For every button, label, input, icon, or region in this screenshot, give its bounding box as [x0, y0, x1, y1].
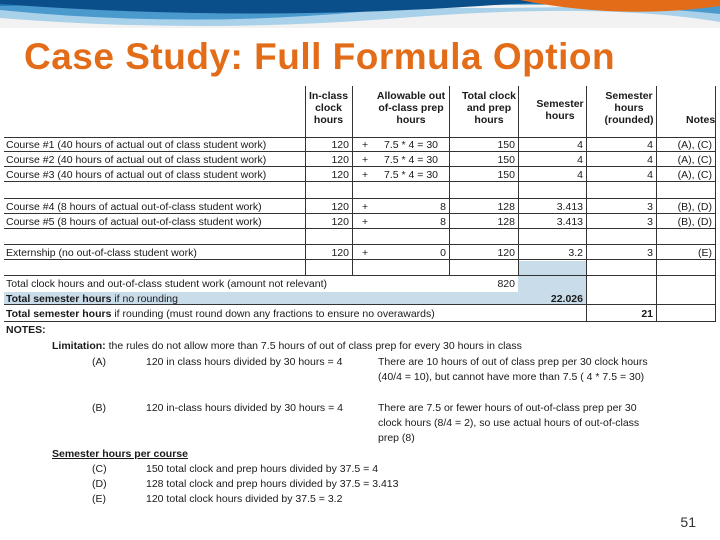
table-cell: (B), (D)	[677, 201, 712, 213]
row-label: Course #3 (40 hours of actual out of class student work)	[6, 169, 267, 181]
table-cell: 3.2	[568, 247, 583, 259]
table-cell: 8	[440, 201, 446, 213]
table-cell: Total semester hours	[6, 308, 112, 320]
table-cell: 0	[440, 247, 446, 259]
row-label: Externship (no out-of-class student work)	[6, 247, 197, 259]
table-cell: There are 7.5 or fewer hours of out-of-class prep per 30	[378, 402, 637, 414]
table-cell: Semester	[605, 90, 653, 102]
table-cell: 120	[497, 247, 515, 259]
table-cell: (B), (D)	[677, 216, 712, 228]
table-cell: Total clock	[461, 90, 517, 102]
total-clock-label: Total clock hours and out-of-class student work (amount not relevant)	[6, 278, 327, 290]
table-cell: 120	[331, 139, 349, 151]
table-cell: 128	[497, 216, 515, 228]
table-cell: the rules do not allow more than 7.5 hours of out of class prep for every 30 hours in class	[108, 340, 522, 352]
table-cell: 4	[577, 139, 583, 151]
table-cell: (E)	[698, 247, 712, 259]
header-notes: Notes	[686, 114, 716, 126]
table-cell: 3	[647, 201, 653, 213]
semester-hours-heading: Semester hours per course	[52, 448, 188, 460]
table-cell: hours	[396, 114, 426, 126]
table-cell: (A), (C)	[677, 139, 712, 151]
slide-title: Case Study: Full Formula Option	[24, 36, 616, 77]
table-cell: 150	[497, 139, 515, 151]
table-cell: 7.5 * 4 = 30	[384, 169, 439, 181]
table-cell: 3	[647, 247, 653, 259]
grid-line	[4, 137, 716, 138]
total-round-label	[6, 308, 435, 320]
table-cell: 150	[497, 169, 515, 181]
header-total	[458, 90, 520, 126]
row-label: Course #5 (8 hours of actual out-of-class student work)	[6, 216, 262, 228]
row-label: Course #4 (8 hours of actual out-of-class student work)	[6, 201, 262, 213]
table-cell: hours	[614, 102, 644, 114]
table-cell: 120	[331, 216, 349, 228]
table-cell: +	[362, 169, 369, 181]
grid-line	[4, 244, 716, 245]
table-cell: (A), (C)	[677, 169, 712, 181]
table-cell: +	[362, 139, 369, 151]
table-cell: (B)	[92, 402, 106, 414]
grid-line	[4, 166, 716, 167]
table-cell: clock	[315, 102, 342, 114]
table-cell: hours	[474, 114, 504, 126]
limitation	[52, 340, 522, 352]
table-cell: 8	[440, 216, 446, 228]
row-label: Course #1 (40 hours of actual out of class student work)	[6, 139, 267, 151]
table-cell: There are 10 hours of out of class prep per 30 clock hours	[378, 356, 648, 368]
table-cell: 128 total clock and prep hours divided by 37.5 = 3.413	[146, 478, 399, 490]
table-cell: +	[362, 154, 369, 166]
header-semester	[530, 98, 590, 122]
table-cell: Limitation:	[52, 340, 106, 352]
total-sem-label	[6, 293, 178, 305]
table-cell: 120	[331, 201, 349, 213]
table-cell: 7.5 * 4 = 30	[384, 154, 439, 166]
grid-line	[4, 275, 716, 276]
notes-heading: NOTES:	[6, 324, 46, 336]
table-cell: 120	[331, 247, 349, 259]
grid-line	[352, 86, 353, 275]
header-inclass	[305, 90, 352, 126]
table-cell: prep (8)	[378, 432, 415, 444]
table-cell: 150 total clock and prep hours divided by 37.5 = 4	[146, 463, 379, 475]
table-cell: if no rounding	[114, 293, 178, 305]
table-cell: 4	[647, 169, 653, 181]
table-cell: Semester	[536, 98, 584, 110]
grid-line	[4, 228, 716, 229]
table-cell: 120 in-class hours divided by 30 hours = 4	[146, 402, 343, 414]
table-cell: In-class	[308, 90, 349, 102]
table-cell: hours	[545, 110, 575, 122]
total-clock-value: 820	[497, 278, 515, 290]
table-cell: 3.413	[556, 216, 583, 228]
row-label: Course #2 (40 hours of actual out of class student work)	[6, 154, 267, 166]
table-cell: 7.5 * 4 = 30	[384, 139, 439, 151]
table-cell: hours	[313, 114, 344, 126]
table-cell: +	[362, 201, 369, 213]
table-cell: 4	[577, 169, 583, 181]
table-cell: (A)	[92, 356, 106, 368]
table-cell: (A), (C)	[677, 154, 712, 166]
total-sem-value: 22.026	[550, 293, 583, 305]
grid-line	[4, 181, 716, 182]
total-round-value: 21	[641, 308, 653, 320]
table-cell: 120	[331, 154, 349, 166]
table-cell: (C)	[92, 463, 107, 475]
table-cell: +	[362, 247, 369, 259]
table-cell: +	[362, 216, 369, 228]
table-cell: 3	[647, 216, 653, 228]
table-cell: clock hours (8/4 = 2), so use actual hours of out-of-class	[378, 417, 640, 429]
table-cell: if rounding (must round down any fractions to ensure no overawards)	[114, 308, 435, 320]
table-cell: 4	[647, 139, 653, 151]
page-number: 51	[680, 514, 696, 530]
grid-line	[4, 259, 716, 260]
table-cell: (E)	[92, 493, 106, 505]
table-cell: (40/4 = 10), but cannot have more than 7.5 ( 4 * 7.5 = 30)	[378, 371, 645, 383]
table-cell: 120 in class hours divided by 30 hours = 4	[146, 356, 343, 368]
table-cell: (D)	[92, 478, 107, 490]
table-cell: and prep	[466, 102, 512, 114]
grid-line	[4, 321, 716, 322]
table-cell: (rounded)	[604, 114, 654, 126]
table-cell: 128	[497, 201, 515, 213]
table-cell: 4	[647, 154, 653, 166]
table-cell: of-class prep	[378, 102, 444, 114]
table-cell: Allowable out	[376, 90, 446, 102]
table-cell: 120 total clock hours divided by 37.5 = 3.2	[146, 493, 343, 505]
table-cell: 4	[577, 154, 583, 166]
header-rounded	[598, 90, 660, 126]
grid-line	[4, 151, 716, 152]
table-cell: 3.413	[556, 201, 583, 213]
grid-line	[4, 213, 716, 214]
table-cell: 150	[497, 154, 515, 166]
table-cell: Total semester hours	[6, 293, 112, 305]
table-cell: 120	[331, 169, 349, 181]
header-allowable	[372, 90, 450, 126]
grid-line	[4, 198, 716, 199]
